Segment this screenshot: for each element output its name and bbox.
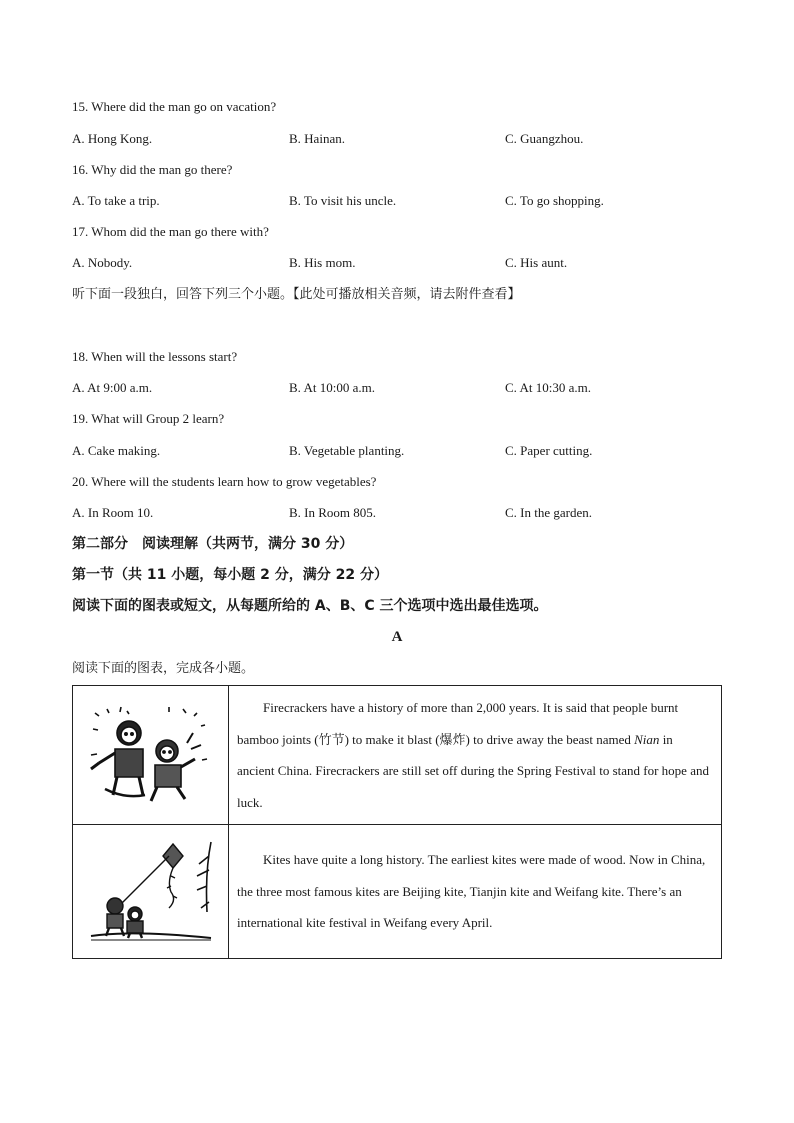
nian-italic: Nian (634, 731, 660, 747)
kite-illustration-icon (85, 836, 217, 948)
table-instruction: 阅读下面的图表，完成各小题。 (72, 661, 255, 676)
question-17: 17. Whom did the man go there with? (72, 224, 269, 239)
option-17-c: C. His aunt. (505, 255, 568, 270)
option-20-a: A. In Room 10. (72, 505, 154, 520)
option-15-b: B. Hainan. (289, 131, 345, 146)
options-19 (72, 442, 732, 460)
options-16 (72, 192, 732, 210)
firecracker-text-cell (229, 686, 722, 825)
option-15-a: A. Hong Kong. (72, 131, 153, 146)
question-15: 15. Where did the man go on vacation? (72, 99, 277, 114)
section1-title: 第一节（共 11 小题，每小题 2 分，满分 22 分） (72, 567, 388, 583)
option-18-a: A. At 9:00 a.m. (72, 380, 153, 395)
passage-label: A (391, 629, 403, 645)
options-18 (72, 379, 732, 397)
kite-image-cell (73, 825, 229, 959)
option-20-c: C. In the garden. (505, 505, 593, 520)
option-20-b: B. In Room 805. (289, 505, 377, 520)
reading-instruction: 阅读下面的图表或短文，从每题所给的 A、B、C 三个选项中选出最佳选项。 (72, 598, 548, 614)
options-20 (72, 504, 732, 522)
option-16-a: A. To take a trip. (72, 193, 160, 208)
question-16: 16. Why did the man go there? (72, 162, 233, 177)
question-18: 18. When will the lessons start? (72, 349, 238, 364)
option-19-b: B. Vegetable planting. (289, 443, 405, 458)
firecracker-illustration-icon (87, 703, 215, 807)
option-17-a: A. Nobody. (72, 255, 133, 270)
firecracker-text-part2: in ancient China. Firecrackers are still set off during the Spring Festival to stand for hope and luck. (237, 731, 709, 810)
table-row-kites (73, 825, 722, 959)
option-16-c: C. To go shopping. (505, 193, 604, 208)
question-19: 19. What will Group 2 learn? (72, 411, 225, 426)
kite-text-cell: Kites have quite a long history. The earliest kites were made of wood. Now in China, the three most famous kites are Beijing kite, Tianjin kite and Weifang kite. There’s an international kite festival in Weifang every April. (229, 825, 722, 959)
options-15 (72, 130, 732, 148)
part2-title: 第二部分 阅读理解（共两节，满分 30 分） (72, 536, 354, 552)
firecracker-image-cell (73, 686, 229, 825)
table-row-firecrackers (73, 686, 722, 825)
firecracker-text-part1: Firecrackers have a history of more than 2,000 years. It is said that people burnt bamboo joints (竹节) to make it blast (爆炸) to drive away the beast named (237, 700, 679, 747)
option-16-b: B. To visit his uncle. (289, 193, 397, 208)
option-19-a: A. Cake making. (72, 443, 161, 458)
option-17-b: B. His mom. (289, 255, 356, 270)
monologue-instruction: 听下面一段独白，回答下列三个小题。【此处可播放相关音频，请去附件查看】 (72, 287, 521, 302)
question-20: 20. Where will the students learn how to grow vegetables? (72, 474, 377, 489)
option-19-c: C. Paper cutting. (505, 443, 593, 458)
option-18-b: B. At 10:00 a.m. (289, 380, 375, 395)
options-17 (72, 254, 732, 272)
option-18-c: C. At 10:30 a.m. (505, 380, 591, 395)
option-15-c: C. Guangzhou. (505, 131, 584, 146)
reading-table (72, 685, 722, 959)
